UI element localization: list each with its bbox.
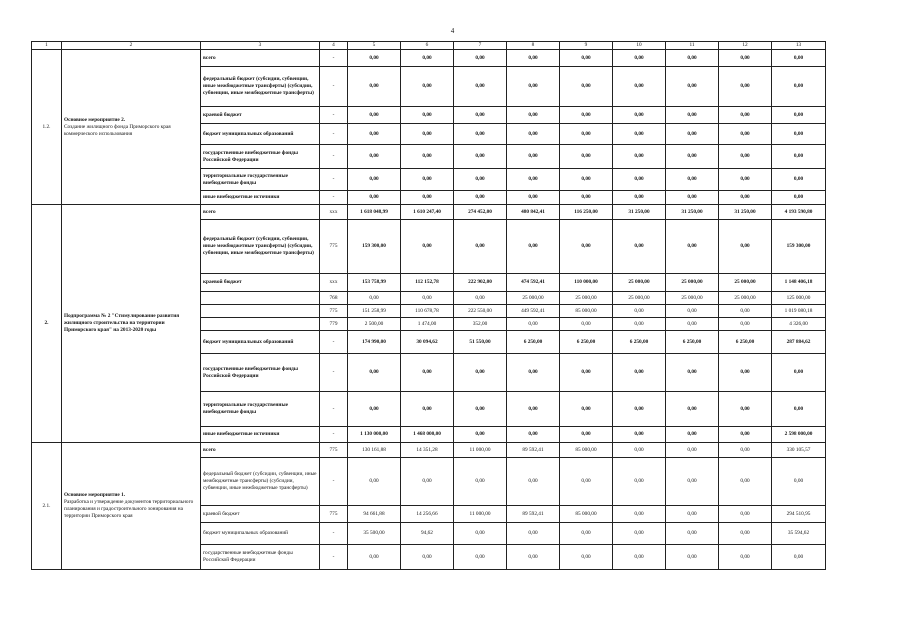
year-amount: 0,00 bbox=[507, 191, 560, 205]
year-amount: 11 000,00 bbox=[454, 443, 507, 458]
year-amount: 0,00 bbox=[560, 191, 613, 205]
year-amount: 0,00 bbox=[401, 220, 454, 274]
budget-table bbox=[31, 41, 826, 570]
year-amount: 0,00 bbox=[613, 305, 666, 318]
year-amount: 0,00 bbox=[666, 354, 719, 392]
column-header-7: 7 bbox=[454, 42, 507, 50]
year-amount: 0,00 bbox=[719, 50, 772, 67]
year-amount: 153 758,99 bbox=[348, 274, 401, 292]
year-amount: 0,00 bbox=[348, 169, 401, 191]
year-amount: 31 250,00 bbox=[719, 205, 772, 220]
budget-code: - bbox=[320, 354, 348, 392]
year-amount: 0,00 bbox=[560, 458, 613, 506]
year-amount: 1 474,00 bbox=[401, 318, 454, 331]
year-amount: 0,00 bbox=[666, 427, 719, 443]
year-amount: 14 256,66 bbox=[401, 506, 454, 523]
year-amount: 0,00 bbox=[401, 67, 454, 107]
year-amount: 0,00 bbox=[348, 191, 401, 205]
year-amount: 1 618 048,99 bbox=[348, 205, 401, 220]
year-amount: 222 550,00 bbox=[454, 305, 507, 318]
year-amount: 0,00 bbox=[719, 124, 772, 145]
funding-source-label: всего bbox=[201, 50, 320, 67]
year-amount: 51 550,00 bbox=[454, 331, 507, 354]
year-amount: 0,00 bbox=[454, 392, 507, 427]
year-amount: 0,00 bbox=[719, 458, 772, 506]
year-amount: 89 592,41 bbox=[507, 443, 560, 458]
year-amount: 0,00 bbox=[560, 392, 613, 427]
year-amount: 0,00 bbox=[454, 169, 507, 191]
column-header-5: 5 bbox=[348, 42, 401, 50]
budget-code: - bbox=[320, 458, 348, 506]
funding-source-label: всего bbox=[201, 443, 320, 458]
funding-source-label: государственные внебюджетные фонды Российской Федерации bbox=[201, 545, 320, 570]
year-amount: 274 452,00 bbox=[454, 205, 507, 220]
funding-source-label bbox=[201, 305, 320, 318]
year-amount: 25 000,00 bbox=[666, 292, 719, 305]
year-amount: 0,00 bbox=[719, 220, 772, 274]
budget-code: 775 bbox=[320, 443, 348, 458]
item-title-heading: Основное мероприятие 1. bbox=[64, 492, 126, 498]
year-amount: 31 250,00 bbox=[666, 205, 719, 220]
budget-code: 775 bbox=[320, 305, 348, 318]
year-amount: 0,00 bbox=[401, 545, 454, 570]
item-title-body: Создание жилищного фонда Приморского края коммерческого использования bbox=[64, 123, 171, 137]
year-amount: 0,00 bbox=[560, 427, 613, 443]
total-amount: 0,00 bbox=[772, 50, 826, 67]
year-amount: 0,00 bbox=[401, 124, 454, 145]
funding-source-label bbox=[201, 318, 320, 331]
budget-code: - bbox=[320, 523, 348, 545]
year-amount: 0,00 bbox=[719, 392, 772, 427]
funding-source-label: краевой бюджет bbox=[201, 506, 320, 523]
year-amount: 0,00 bbox=[454, 124, 507, 145]
total-amount: 4 326,00 bbox=[772, 318, 826, 331]
column-header-3: 3 bbox=[201, 42, 320, 50]
funding-source-label: всего bbox=[201, 205, 320, 220]
year-amount: 85 000,00 bbox=[560, 506, 613, 523]
year-amount: 0,00 bbox=[348, 50, 401, 67]
year-amount: 0,00 bbox=[666, 458, 719, 506]
year-amount: 0,00 bbox=[507, 427, 560, 443]
year-amount: 0,00 bbox=[613, 523, 666, 545]
year-amount: 0,00 bbox=[613, 443, 666, 458]
year-amount: 25 000,00 bbox=[560, 292, 613, 305]
year-amount: 2 500,00 bbox=[348, 318, 401, 331]
year-amount: 0,00 bbox=[348, 292, 401, 305]
year-amount: 0,00 bbox=[401, 107, 454, 124]
item-number: 2.1. bbox=[32, 443, 62, 570]
budget-code: - bbox=[320, 331, 348, 354]
year-amount: 0,00 bbox=[560, 124, 613, 145]
year-amount: 1 468 000,00 bbox=[401, 427, 454, 443]
year-amount: 0,00 bbox=[666, 107, 719, 124]
year-amount: 0,00 bbox=[719, 545, 772, 570]
funding-source-label: краевой бюджет bbox=[201, 107, 320, 124]
year-amount: 6 250,00 bbox=[719, 331, 772, 354]
year-amount: 0,00 bbox=[507, 169, 560, 191]
year-amount: 0,00 bbox=[454, 191, 507, 205]
funding-source-label: краевой бюджет bbox=[201, 274, 320, 292]
year-amount: 0,00 bbox=[560, 220, 613, 274]
year-amount: 0,00 bbox=[613, 506, 666, 523]
table-row bbox=[32, 50, 826, 67]
column-header-8: 8 bbox=[507, 42, 560, 50]
year-amount: 0,00 bbox=[401, 392, 454, 427]
year-amount: 11 000,00 bbox=[454, 506, 507, 523]
year-amount: 0,00 bbox=[666, 67, 719, 107]
year-amount: 222 902,00 bbox=[454, 274, 507, 292]
year-amount: 14 351,28 bbox=[401, 443, 454, 458]
budget-code: - bbox=[320, 67, 348, 107]
year-amount: 0,00 bbox=[454, 523, 507, 545]
year-amount: 0,00 bbox=[666, 50, 719, 67]
column-header-13: 13 bbox=[772, 42, 826, 50]
year-amount: 35 500,00 bbox=[348, 523, 401, 545]
funding-source-label: государственные внебюджетные фонды Российской Федерации bbox=[201, 145, 320, 169]
year-amount: 0,00 bbox=[454, 145, 507, 169]
column-header-1: 1 bbox=[32, 42, 62, 50]
total-amount: 0,00 bbox=[772, 191, 826, 205]
year-amount: 94 661,88 bbox=[348, 506, 401, 523]
item-title bbox=[62, 443, 201, 570]
year-amount: 0,00 bbox=[719, 169, 772, 191]
total-amount: 0,00 bbox=[772, 124, 826, 145]
funding-source-label: государственные внебюджетные фонды Российской Федерации bbox=[201, 354, 320, 392]
year-amount: 480 842,41 bbox=[507, 205, 560, 220]
total-amount: 0,00 bbox=[772, 458, 826, 506]
funding-source-label: иные внебюджетные источники bbox=[201, 427, 320, 443]
budget-code: - bbox=[320, 392, 348, 427]
year-amount: 0,00 bbox=[507, 458, 560, 506]
year-amount: 0,00 bbox=[454, 458, 507, 506]
year-amount: 0,00 bbox=[560, 354, 613, 392]
year-amount: 0,00 bbox=[666, 506, 719, 523]
year-amount: 0,00 bbox=[348, 124, 401, 145]
year-amount: 0,00 bbox=[507, 545, 560, 570]
funding-source-label: федеральный бюджет (субсидии, субвенции, иные межбюджетные трансферты) (субсидии, субвенции, иные межбюджетные трансферты) bbox=[201, 67, 320, 107]
year-amount: 85 000,00 bbox=[560, 443, 613, 458]
year-amount: 0,00 bbox=[613, 67, 666, 107]
year-amount: 1 610 247,40 bbox=[401, 205, 454, 220]
year-amount: 110 678,78 bbox=[401, 305, 454, 318]
year-amount: 0,00 bbox=[401, 354, 454, 392]
year-amount: 31 250,00 bbox=[613, 205, 666, 220]
year-amount: 30 094,62 bbox=[401, 331, 454, 354]
year-amount: 0,00 bbox=[666, 124, 719, 145]
year-amount: 110 000,00 bbox=[560, 274, 613, 292]
year-amount: 1 130 000,00 bbox=[348, 427, 401, 443]
column-header-6: 6 bbox=[401, 42, 454, 50]
year-amount: 0,00 bbox=[613, 50, 666, 67]
year-amount: 0,00 bbox=[348, 354, 401, 392]
year-amount: 0,00 bbox=[560, 50, 613, 67]
budget-code: - bbox=[320, 545, 348, 570]
total-amount: 0,00 bbox=[772, 545, 826, 570]
year-amount: 0,00 bbox=[666, 392, 719, 427]
column-header-2: 2 bbox=[62, 42, 201, 50]
budget-code: - bbox=[320, 427, 348, 443]
total-amount: 0,00 bbox=[772, 354, 826, 392]
year-amount: 0,00 bbox=[719, 191, 772, 205]
year-amount: 6 250,00 bbox=[560, 331, 613, 354]
year-amount: 0,00 bbox=[613, 354, 666, 392]
year-amount: 0,00 bbox=[613, 124, 666, 145]
year-amount: 449 592,41 bbox=[507, 305, 560, 318]
funding-source-label: федеральный бюджет (субсидии, субвенции, иные межбюджетные трансферты) (субсидии, субвенции, иные межбюджетные трансферты) bbox=[201, 220, 320, 274]
year-amount: 85 000,00 bbox=[560, 305, 613, 318]
year-amount: 0,00 bbox=[613, 545, 666, 570]
year-amount: 0,00 bbox=[560, 169, 613, 191]
total-amount: 0,00 bbox=[772, 67, 826, 107]
funding-source-label: бюджет муниципальных образований bbox=[201, 124, 320, 145]
budget-code: - bbox=[320, 191, 348, 205]
year-amount: 0,00 bbox=[666, 318, 719, 331]
item-title-heading: Основное мероприятие 2. bbox=[64, 116, 126, 123]
item-number: 2. bbox=[32, 205, 62, 443]
year-amount: 0,00 bbox=[348, 107, 401, 124]
year-amount: 0,00 bbox=[348, 392, 401, 427]
year-amount: 0,00 bbox=[719, 354, 772, 392]
budget-code: - bbox=[320, 145, 348, 169]
table-row bbox=[32, 205, 826, 220]
year-amount: 0,00 bbox=[454, 545, 507, 570]
year-amount: 112 152,78 bbox=[401, 274, 454, 292]
funding-source-label: бюджет муниципальных образований bbox=[201, 331, 320, 354]
column-header-4: 4 bbox=[320, 42, 348, 50]
year-amount: 0,00 bbox=[401, 145, 454, 169]
year-amount: 0,00 bbox=[401, 50, 454, 67]
total-amount: 1 148 406,18 bbox=[772, 274, 826, 292]
total-amount: 0,00 bbox=[772, 145, 826, 169]
year-amount: 25 000,00 bbox=[719, 274, 772, 292]
total-amount: 35 594,62 bbox=[772, 523, 826, 545]
year-amount: 0,00 bbox=[719, 67, 772, 107]
year-amount: 0,00 bbox=[613, 220, 666, 274]
year-amount: 0,00 bbox=[666, 545, 719, 570]
year-amount: 0,00 bbox=[719, 523, 772, 545]
year-amount: 0,00 bbox=[454, 50, 507, 67]
year-amount: 0,00 bbox=[348, 67, 401, 107]
year-amount: 89 592,41 bbox=[507, 506, 560, 523]
year-amount: 0,00 bbox=[507, 107, 560, 124]
year-amount: 0,00 bbox=[507, 50, 560, 67]
column-header-12: 12 bbox=[719, 42, 772, 50]
total-amount: 159 300,00 bbox=[772, 220, 826, 274]
budget-code: - bbox=[320, 107, 348, 124]
budget-code: xxx bbox=[320, 274, 348, 292]
year-amount: 0,00 bbox=[560, 318, 613, 331]
year-amount: 25 000,00 bbox=[507, 292, 560, 305]
column-header-9: 9 bbox=[560, 42, 613, 50]
page-number: 4 bbox=[450, 27, 455, 35]
year-amount: 0,00 bbox=[454, 220, 507, 274]
year-amount: 6 250,00 bbox=[507, 331, 560, 354]
year-amount: 0,00 bbox=[560, 145, 613, 169]
header-row bbox=[32, 42, 826, 50]
year-amount: 0,00 bbox=[666, 145, 719, 169]
year-amount: 0,00 bbox=[719, 427, 772, 443]
year-amount: 0,00 bbox=[401, 169, 454, 191]
year-amount: 0,00 bbox=[454, 427, 507, 443]
budget-code: 775 bbox=[320, 220, 348, 274]
year-amount: 0,00 bbox=[507, 220, 560, 274]
year-amount: 0,00 bbox=[454, 292, 507, 305]
budget-code: 775 bbox=[320, 506, 348, 523]
table-row bbox=[32, 443, 826, 458]
year-amount: 0,00 bbox=[507, 354, 560, 392]
year-amount: 0,00 bbox=[401, 458, 454, 506]
year-amount: 0,00 bbox=[507, 523, 560, 545]
year-amount: 0,00 bbox=[613, 318, 666, 331]
year-amount: 0,00 bbox=[507, 145, 560, 169]
item-number: 1.2. bbox=[32, 50, 62, 205]
year-amount: 0,00 bbox=[454, 354, 507, 392]
year-amount: 0,00 bbox=[719, 305, 772, 318]
year-amount: 0,00 bbox=[613, 107, 666, 124]
year-amount: 0,00 bbox=[613, 392, 666, 427]
funding-source-label: бюджет муниципальных образований bbox=[201, 523, 320, 545]
year-amount: 6 250,00 bbox=[613, 331, 666, 354]
year-amount: 0,00 bbox=[348, 545, 401, 570]
year-amount: 0,00 bbox=[719, 506, 772, 523]
year-amount: 0,00 bbox=[666, 191, 719, 205]
total-amount: 2 598 000,00 bbox=[772, 427, 826, 443]
year-amount: 0,00 bbox=[507, 124, 560, 145]
year-amount: 0,00 bbox=[613, 169, 666, 191]
year-amount: 0,00 bbox=[613, 145, 666, 169]
item-title-body: Разработка и утверждение документов территориального планирования и градостроительного зонирования на территории Приморского края bbox=[64, 499, 194, 519]
year-amount: 94,62 bbox=[401, 523, 454, 545]
year-amount: 0,00 bbox=[454, 107, 507, 124]
budget-code: - bbox=[320, 169, 348, 191]
budget-code: 768 bbox=[320, 292, 348, 305]
year-amount: 0,00 bbox=[719, 145, 772, 169]
total-amount: 0,00 bbox=[772, 392, 826, 427]
year-amount: 0,00 bbox=[719, 318, 772, 331]
year-amount: 0,00 bbox=[507, 392, 560, 427]
total-amount: 1 019 080,18 bbox=[772, 305, 826, 318]
year-amount: 116 250,00 bbox=[560, 205, 613, 220]
total-amount: 4 193 590,80 bbox=[772, 205, 826, 220]
column-header-11: 11 bbox=[666, 42, 719, 50]
year-amount: 0,00 bbox=[401, 292, 454, 305]
total-amount: 125 000,00 bbox=[772, 292, 826, 305]
table-body bbox=[32, 50, 826, 570]
year-amount: 0,00 bbox=[560, 107, 613, 124]
year-amount: 0,00 bbox=[719, 107, 772, 124]
funding-source-label: территориальные государственные внебюджетные фонды bbox=[201, 169, 320, 191]
year-amount: 0,00 bbox=[666, 305, 719, 318]
year-amount: 130 161,88 bbox=[348, 443, 401, 458]
column-header-10: 10 bbox=[613, 42, 666, 50]
year-amount: 6 250,00 bbox=[666, 331, 719, 354]
year-amount: 0,00 bbox=[401, 191, 454, 205]
year-amount: 0,00 bbox=[454, 67, 507, 107]
year-amount: 0,00 bbox=[507, 318, 560, 331]
total-amount: 287 884,62 bbox=[772, 331, 826, 354]
year-amount: 0,00 bbox=[348, 145, 401, 169]
funding-source-label bbox=[201, 292, 320, 305]
year-amount: 0,00 bbox=[613, 191, 666, 205]
budget-code: xxx bbox=[320, 205, 348, 220]
year-amount: 0,00 bbox=[560, 523, 613, 545]
year-amount: 0,00 bbox=[666, 220, 719, 274]
year-amount: 0,00 bbox=[666, 443, 719, 458]
year-amount: 0,00 bbox=[348, 458, 401, 506]
year-amount: 0,00 bbox=[613, 427, 666, 443]
total-amount: 330 105,57 bbox=[772, 443, 826, 458]
year-amount: 0,00 bbox=[719, 443, 772, 458]
budget-code: - bbox=[320, 124, 348, 145]
year-amount: 159 300,00 bbox=[348, 220, 401, 274]
item-title bbox=[62, 50, 201, 205]
year-amount: 0,00 bbox=[560, 67, 613, 107]
year-amount: 0,00 bbox=[613, 458, 666, 506]
total-amount: 0,00 bbox=[772, 107, 826, 124]
funding-source-label: федеральный бюджет (субсидии, субвенции, иные межбюджетные трансферты) (субсидии, субвенции, иные межбюджетные трансферты) bbox=[201, 458, 320, 506]
year-amount: 0,00 bbox=[507, 67, 560, 107]
item-title: Подпрограмма № 2 "Стимулирование развития жилищного строительства на территории Приморского края" на 2013-2020 годы bbox=[62, 205, 201, 443]
total-amount: 0,00 bbox=[772, 169, 826, 191]
year-amount: 25 000,00 bbox=[666, 274, 719, 292]
year-amount: 352,00 bbox=[454, 318, 507, 331]
year-amount: 25 000,00 bbox=[613, 274, 666, 292]
year-amount: 0,00 bbox=[666, 169, 719, 191]
total-amount: 294 510,95 bbox=[772, 506, 826, 523]
year-amount: 25 000,00 bbox=[613, 292, 666, 305]
year-amount: 174 990,00 bbox=[348, 331, 401, 354]
funding-source-label: территориальные государственные внебюджетные фонды bbox=[201, 392, 320, 427]
budget-code: 779 bbox=[320, 318, 348, 331]
year-amount: 151 258,99 bbox=[348, 305, 401, 318]
funding-source-label: иные внебюджетные источники bbox=[201, 191, 320, 205]
budget-code: - bbox=[320, 50, 348, 67]
year-amount: 25 000,00 bbox=[719, 292, 772, 305]
year-amount: 0,00 bbox=[560, 545, 613, 570]
year-amount: 0,00 bbox=[666, 523, 719, 545]
year-amount: 474 592,41 bbox=[507, 274, 560, 292]
